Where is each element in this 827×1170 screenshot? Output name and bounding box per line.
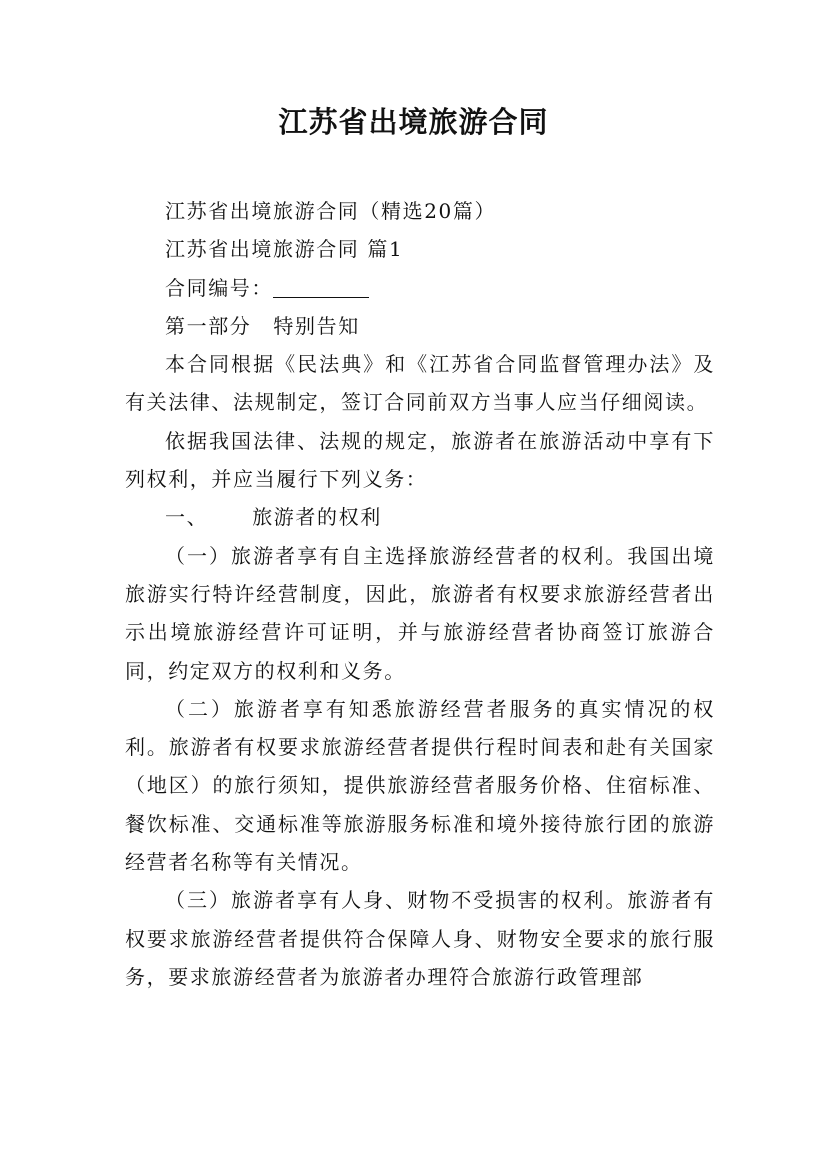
part-heading <box>125 307 715 345</box>
contract-number-label: 合同编号： <box>165 275 273 300</box>
part-title: 特别告知 <box>273 313 360 338</box>
rights-heading-line <box>125 498 715 536</box>
contract-number-blank <box>273 277 369 298</box>
section-heading: 江苏省出境旅游合同 篇1 <box>165 237 404 262</box>
basis-paragraph: 依据我国法律、法规的规定，旅游者在旅游活动中享有下列权利，并应当履行下列义务： <box>125 428 715 492</box>
rights-heading: 旅游者的权利 <box>252 505 382 530</box>
contract-number-line <box>125 269 715 307</box>
subtitle: 江苏省出境旅游合同（精选20篇） <box>165 199 497 223</box>
document-title: 江苏省出境旅游合同 <box>278 105 549 139</box>
part-label: 第一部分 <box>165 313 252 338</box>
document-body <box>125 192 715 996</box>
rights-paragraph-2: （二）旅游者享有知悉旅游经营者服务的真实情况的权利。旅游者有权要求旅游经营者提供行程时间表和赴有关国家（地区）的旅行须知，提供旅游经营者服务价格、住宿标准、餐饮标准、交通标准等旅游服务标准和境外接待旅行团的旅游经营者名称等有关情况。 <box>125 696 715 875</box>
rights-number: 一、 <box>165 505 209 530</box>
intro-paragraph: 本合同根据《民法典》和《江苏省合同监督管理办法》及有关法律、法规制定，签订合同前双方当事人应当仔细阅读。 <box>125 352 715 415</box>
rights-paragraph-3: （三）旅游者享有人身、财物不受损害的权利。旅游者有权要求旅游经营者提供符合保障人身、财物安全要求的旅行服务，要求旅游经营者为旅游者办理符合旅游行政管理部 <box>125 888 715 989</box>
rights-paragraph-1: （一）旅游者享有自主选择旅游经营者的权利。我国出境旅游实行特许经营制度，因此，旅游者有权要求旅游经营者出示出境旅游经营许可证明，并与旅游经营者协商签订旅游合同，约定双方的权利和义务。 <box>125 543 715 683</box>
